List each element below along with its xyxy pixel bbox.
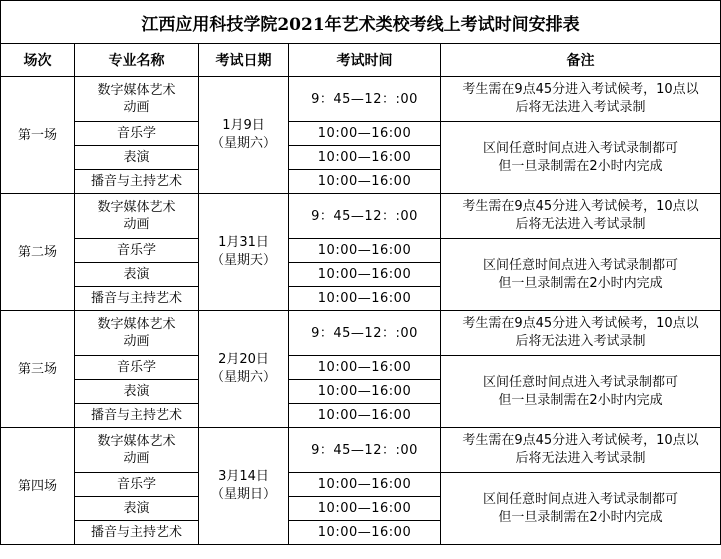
exam-time: 10:00—16:00 xyxy=(289,497,441,521)
exam-date xyxy=(199,428,289,545)
exam-time: 10:00—16:00 xyxy=(289,473,441,497)
exam-date xyxy=(199,194,289,311)
table-title: 江西应用科技学院2021年艺术类校考线上考试时间安排表 xyxy=(1,1,721,44)
date-day: 1月31日 xyxy=(218,235,269,250)
exam-date xyxy=(199,77,289,194)
major-label: 表演 xyxy=(75,263,199,287)
exam-time: 10:00—16:00 xyxy=(289,521,441,545)
note-cell xyxy=(441,239,721,311)
exam-time: 10:00—16:00 xyxy=(289,146,441,170)
table-row xyxy=(1,428,721,473)
major-label: 表演 xyxy=(75,497,199,521)
note-text: 考生需在9点45分进入考试候考，10点以 xyxy=(462,316,699,331)
major-label: 数字媒体艺术 xyxy=(97,317,176,332)
note-text: 后将无法进入考试录制 xyxy=(515,100,646,115)
major-label: 音乐学 xyxy=(75,239,199,263)
major-label: 数字媒体艺术 xyxy=(97,200,176,215)
header-major: 专业名称 xyxy=(75,44,199,77)
note-text: 但一旦录制需在2小时内完成 xyxy=(498,275,663,291)
note-text: 后将无法进入考试录制 xyxy=(515,217,646,232)
table-row xyxy=(1,239,721,263)
note-text: 区间任意时间点进入考试录制都可 xyxy=(483,374,679,390)
date-weekday: （星期天） xyxy=(210,253,276,268)
major-label: 播音与主持艺术 xyxy=(75,521,199,545)
exam-time: 9：45—12：:00 xyxy=(289,77,441,122)
date-weekday: （星期日） xyxy=(210,487,276,502)
major-label: 音乐学 xyxy=(75,122,199,146)
exam-time: 10:00—16:00 xyxy=(289,122,441,146)
exam-time: 10:00—16:00 xyxy=(289,404,441,428)
header-time: 考试时间 xyxy=(289,44,441,77)
date-day: 1月9日 xyxy=(222,118,265,133)
date-weekday: （星期六） xyxy=(210,370,276,385)
note-text: 考生需在9点45分进入考试候考，10点以 xyxy=(462,433,699,448)
note-text: 后将无法进入考试录制 xyxy=(515,334,646,349)
note-text: 但一旦录制需在2小时内完成 xyxy=(498,158,663,174)
major-cell xyxy=(75,77,199,122)
major-label: 音乐学 xyxy=(75,356,199,380)
major-label: 动画 xyxy=(123,217,150,232)
major-label: 音乐学 xyxy=(75,473,199,497)
session-name: 第四场 xyxy=(1,428,75,545)
header-row xyxy=(1,44,721,77)
exam-time: 10:00—16:00 xyxy=(289,263,441,287)
major-label: 数字媒体艺术 xyxy=(97,434,176,449)
major-label: 播音与主持艺术 xyxy=(75,404,199,428)
note-cell xyxy=(441,473,721,545)
note-text: 区间任意时间点进入考试录制都可 xyxy=(483,491,679,507)
session-name: 第一场 xyxy=(1,77,75,194)
exam-time: 10:00—16:00 xyxy=(289,380,441,404)
major-label: 表演 xyxy=(75,146,199,170)
exam-time: 10:00—16:00 xyxy=(289,356,441,380)
major-label: 播音与主持艺术 xyxy=(75,170,199,194)
exam-time: 10:00—16:00 xyxy=(289,170,441,194)
exam-time: 10:00—16:00 xyxy=(289,239,441,263)
table-row xyxy=(1,311,721,356)
note-cell xyxy=(441,311,721,356)
major-label: 动画 xyxy=(123,334,150,349)
note-cell xyxy=(441,77,721,122)
note-text: 但一旦录制需在2小时内完成 xyxy=(498,509,663,525)
major-label: 播音与主持艺术 xyxy=(75,287,199,311)
note-cell xyxy=(441,194,721,239)
table-row xyxy=(1,77,721,122)
session-name: 第三场 xyxy=(1,311,75,428)
table-row xyxy=(1,122,721,146)
note-cell xyxy=(441,428,721,473)
major-label: 表演 xyxy=(75,380,199,404)
exam-date xyxy=(199,311,289,428)
table-row xyxy=(1,356,721,380)
major-cell xyxy=(75,194,199,239)
exam-time: 9：45—12：:00 xyxy=(289,194,441,239)
date-day: 2月20日 xyxy=(218,352,269,367)
major-label: 动画 xyxy=(123,100,150,115)
note-cell xyxy=(441,122,721,194)
note-text: 区间任意时间点进入考试录制都可 xyxy=(483,140,679,156)
note-text: 但一旦录制需在2小时内完成 xyxy=(498,392,663,408)
major-cell xyxy=(75,428,199,473)
note-cell xyxy=(441,356,721,428)
note-text: 考生需在9点45分进入考试候考，10点以 xyxy=(462,199,699,214)
major-label: 数字媒体艺术 xyxy=(97,83,176,98)
major-cell xyxy=(75,311,199,356)
table-row xyxy=(1,194,721,239)
session-name: 第二场 xyxy=(1,194,75,311)
exam-time: 10:00—16:00 xyxy=(289,287,441,311)
exam-time: 9：45—12：:00 xyxy=(289,428,441,473)
note-text: 后将无法进入考试录制 xyxy=(515,451,646,466)
header-date: 考试日期 xyxy=(199,44,289,77)
date-day: 3月14日 xyxy=(218,469,269,484)
header-note: 备注 xyxy=(441,44,721,77)
header-session: 场次 xyxy=(1,44,75,77)
exam-time: 9：45—12：:00 xyxy=(289,311,441,356)
note-text: 考生需在9点45分进入考试候考，10点以 xyxy=(462,82,699,97)
major-label: 动画 xyxy=(123,451,150,466)
note-text: 区间任意时间点进入考试录制都可 xyxy=(483,257,679,273)
table-row xyxy=(1,473,721,497)
date-weekday: （星期六） xyxy=(210,136,276,151)
